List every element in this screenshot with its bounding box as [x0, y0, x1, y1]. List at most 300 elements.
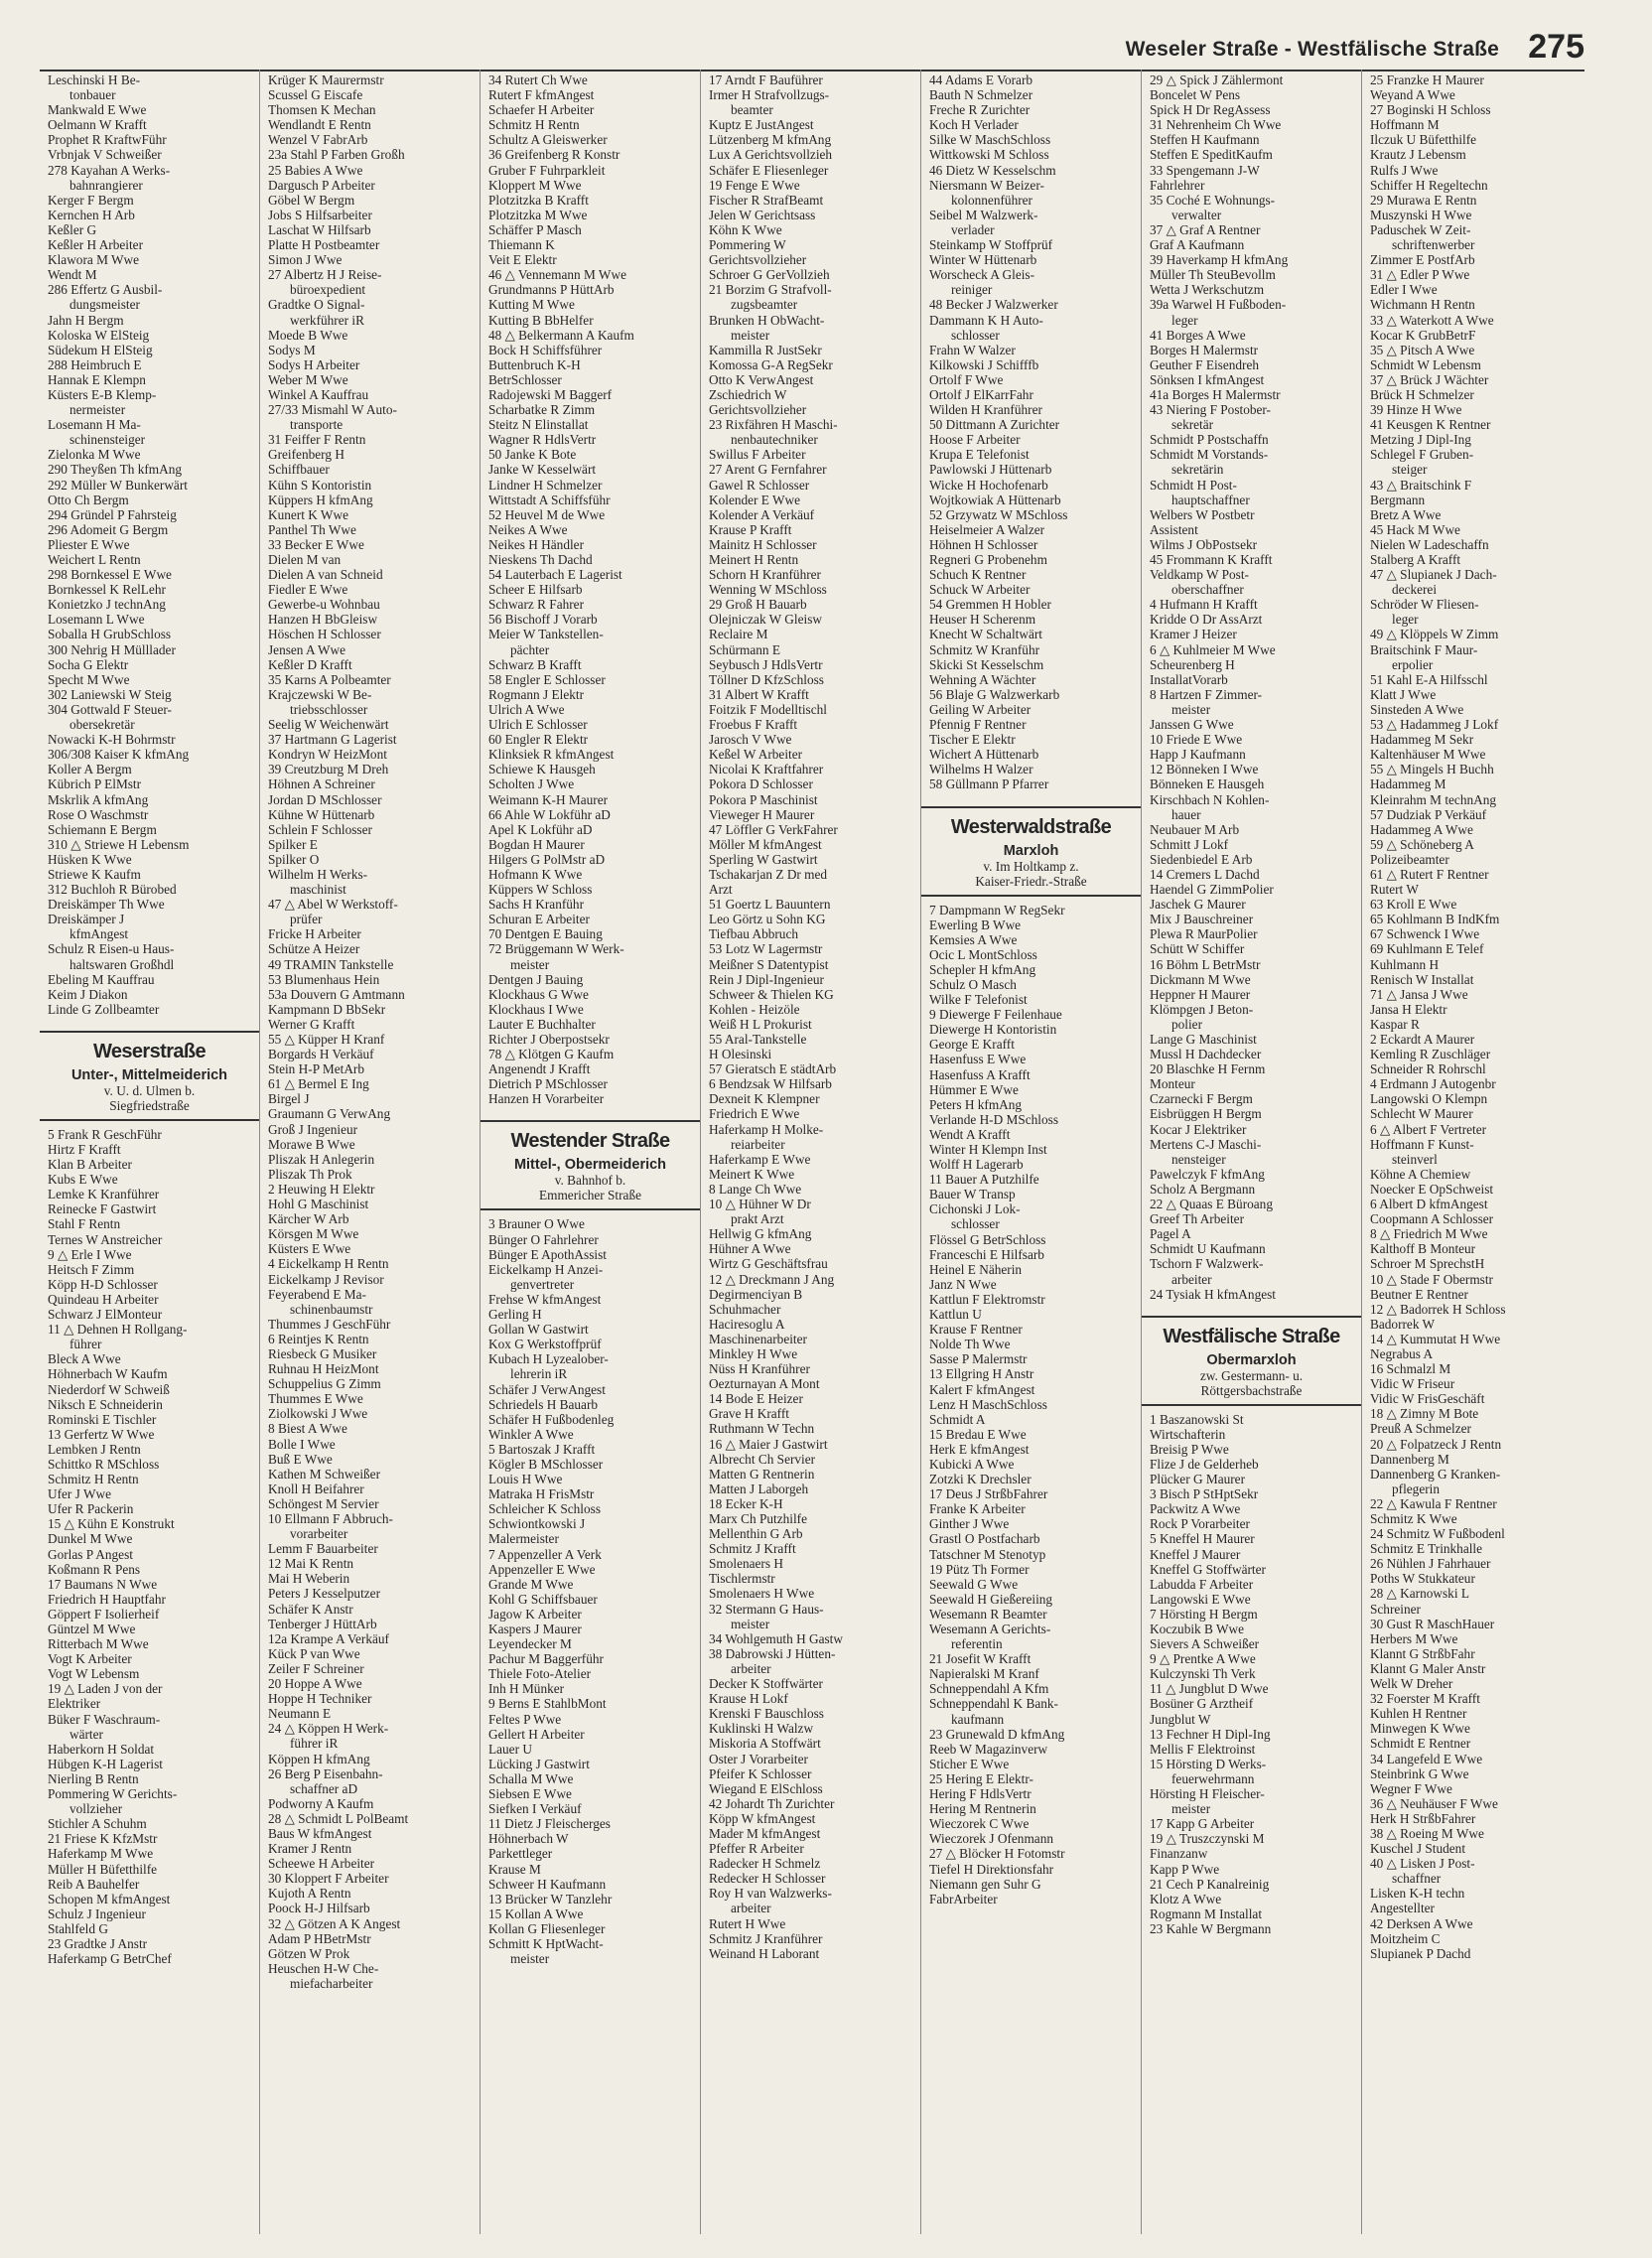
resident-entry: 48 △ Belkermann A Kaufm — [488, 327, 634, 343]
resident-entry: Degirmenciyan B — [709, 1286, 803, 1302]
resident-entry: Kleinrahm M technAng — [1370, 791, 1497, 807]
resident-entry: 57 Gieratsch E städtArb — [709, 1061, 837, 1077]
resident-entry: Reinecke F Gastwirt — [48, 1201, 157, 1217]
resident-entry: Zimmer E PostfArb — [1370, 252, 1475, 268]
resident-entry: Kollan G Fliesenleger — [488, 1920, 606, 1936]
resident-entry: 8 △ Friedrich M Wwe — [1370, 1226, 1488, 1242]
resident-entry: feuerwehrmann — [1171, 1770, 1255, 1786]
resident-entry: Noecker E OpSchweist — [1370, 1181, 1494, 1197]
resident-entry: Pfeifer K Schlosser — [709, 1765, 812, 1781]
resident-entry: Dickmann M Wwe — [1150, 971, 1251, 987]
resident-entry: 65 Kohlmann B IndKfm — [1370, 912, 1500, 927]
resident-entry: Meinert H Rentn — [709, 552, 799, 567]
resident-entry: Schmidt U Kaufmann — [1150, 1241, 1266, 1257]
resident-entry: Jahn H Bergm — [48, 312, 124, 328]
resident-entry: Wittstadt A Schiffsführ — [488, 492, 611, 507]
resident-entry: 24 Tysiak H kfmAngest — [1150, 1286, 1276, 1302]
resident-entry: Ulrich A Wwe — [488, 701, 565, 717]
resident-entry: Stichler A Schuhm — [48, 1816, 147, 1832]
resident-entry: Irmer H Strafvollzugs- — [709, 87, 830, 103]
resident-entry: Schlegel F Gruben- — [1370, 447, 1474, 463]
resident-entry: Oster J Vorarbeiter — [709, 1751, 808, 1766]
resident-entry: Niederdorf W Schweiß — [48, 1381, 170, 1397]
resident-entry: Angestellter — [1370, 1901, 1435, 1916]
resident-entry: 18 Ecker K-H — [709, 1495, 783, 1511]
resident-entry: 312 Buchloh R Bürobed — [48, 882, 177, 898]
resident-entry: 43 Niering F Postober- — [1150, 402, 1271, 418]
resident-entry: Hellwig G kfmAng — [709, 1226, 812, 1242]
resident-entry: 50 Janke K Bote — [488, 447, 577, 463]
resident-entry: 23 Grunewald D kfmAng — [929, 1726, 1065, 1742]
resident-entry: 30 Gust R MaschHauer — [1370, 1616, 1495, 1631]
resident-entry: 29 △ Spick J Zählermont — [1150, 72, 1284, 87]
resident-entry: 37 Hartmann G Lagerist — [268, 732, 397, 748]
resident-entry: Nüss H Kranführer — [709, 1361, 810, 1377]
resident-entry: Inh H Münker — [488, 1681, 565, 1697]
resident-entry: Schlecht W Maurer — [1370, 1106, 1473, 1122]
resident-entry: nermeister — [69, 402, 126, 418]
resident-entry: Tischlermstr — [709, 1571, 775, 1587]
resident-entry: Weiß H L Prokurist — [709, 1016, 812, 1032]
resident-entry: Buß E Wwe — [268, 1451, 333, 1467]
resident-entry: 1 Baszanowski St — [1150, 1411, 1244, 1427]
resident-entry: Wilden H Kranführer — [929, 402, 1042, 418]
resident-entry: Haferkamp E Wwe — [709, 1151, 811, 1167]
resident-entry: Tiefbau Abbruch — [709, 926, 798, 942]
resident-entry: Hübgen K-H Lagerist — [48, 1756, 163, 1771]
street-range: zw. Gestermann- u. — [1199, 1367, 1304, 1383]
resident-entry: Rominski E Tischler — [48, 1411, 157, 1427]
resident-entry: Friedrich H Hauptfahr — [48, 1591, 166, 1607]
street-section-header — [1142, 1316, 1361, 1406]
street-range: v. Im Holtkamp z. — [983, 858, 1079, 874]
resident-entry: George E Krafft — [929, 1037, 1015, 1053]
resident-entry: Neubauer M Arb — [1150, 821, 1240, 837]
resident-entry: Hasenfuss A Krafft — [929, 1066, 1031, 1082]
resident-entry: Ginther J Wwe — [929, 1516, 1010, 1532]
resident-entry: 27 △ Blöcker H Fotomstr — [929, 1846, 1065, 1862]
resident-entry: Krause P Krafft — [709, 521, 792, 537]
resident-entry: Smolenaers H — [709, 1556, 783, 1572]
resident-entry: Braitschink F Maur- — [1370, 641, 1478, 657]
resident-entry: Haferkamp H Molke- — [709, 1121, 824, 1137]
resident-entry: Heiselmeier A Walzer — [929, 521, 1045, 537]
resident-entry: schlosser — [951, 327, 1000, 343]
resident-entry: Verlande H-D MSchloss — [929, 1111, 1058, 1127]
resident-entry: Buttenbruch K-H — [488, 356, 581, 372]
resident-entry: Jagow K Arbeiter — [488, 1606, 582, 1622]
resident-entry: 4 Erdmann J Autogenbr — [1370, 1076, 1496, 1092]
resident-entry: Bosüner G Arztheif — [1150, 1696, 1254, 1712]
resident-entry: 27 Albertz H J Reise- — [268, 267, 382, 283]
resident-entry: 10 △ Hühner W Dr — [709, 1197, 811, 1212]
resident-entry: leger — [1392, 612, 1419, 628]
resident-entry: 8 Hartzen F Zimmer- — [1150, 686, 1263, 702]
resident-entry: Haberkorn H Soldat — [48, 1741, 155, 1757]
resident-entry: Minwegen K Wwe — [1370, 1721, 1470, 1737]
resident-entry: Koczubik B Wwe — [1150, 1622, 1245, 1636]
resident-entry: 16 △ Maier J Gastwirt — [709, 1436, 828, 1452]
resident-entry: Schröder W Fliesen- — [1370, 597, 1479, 613]
resident-entry: Schuck W Arbeiter — [929, 582, 1031, 598]
resident-entry: Louis H Wwe — [488, 1472, 563, 1487]
resident-entry: Schalla M Wwe — [488, 1770, 574, 1786]
resident-entry: Klawora M Wwe — [48, 252, 140, 268]
resident-entry: Jordan D MSchlosser — [268, 791, 382, 807]
resident-entry: Brück H Schmelzer — [1370, 386, 1474, 402]
resident-entry: 12 △ Badorrek H Schloss — [1370, 1301, 1506, 1317]
resident-entry: Schmidt M Vorstands- — [1150, 447, 1269, 463]
resident-entry: Steinbrink G Wwe — [1370, 1765, 1469, 1781]
resident-entry: Riesbeck G Musiker — [268, 1345, 377, 1361]
resident-entry: 11 △ Jungblut D Wwe — [1150, 1681, 1269, 1697]
resident-entry: 53a Douvern G Amtmann — [268, 986, 405, 1002]
resident-entry: Schuran E Arbeiter — [488, 912, 590, 927]
resident-entry: Brunken H ObWacht- — [709, 312, 825, 328]
resident-entry: hauptschaffner — [1171, 492, 1250, 507]
resident-entry: 46 △ Vennemann M Wwe — [488, 267, 626, 283]
resident-entry: Finanzanw — [1150, 1846, 1208, 1862]
resident-entry: 70 Dentgen E Bauing — [488, 926, 603, 942]
resident-entry: Kattlun U — [929, 1307, 982, 1323]
resident-entry: Ocic L MontSchloss — [929, 946, 1037, 962]
resident-entry: Dargusch P Arbeiter — [268, 177, 375, 193]
resident-entry: Konietzko J technAng — [48, 597, 166, 613]
resident-entry: Poths W Stukkateur — [1370, 1571, 1475, 1587]
resident-entry: Neumann E — [268, 1706, 332, 1722]
resident-entry: Nicolai K Kraftfahrer — [709, 762, 824, 777]
resident-entry: Kuhlen H Rentner — [1370, 1706, 1467, 1722]
resident-entry: Siefken I Verkäuf — [488, 1801, 582, 1817]
resident-entry: 3 Brauner O Wwe — [488, 1216, 585, 1232]
resident-entry: Hohl G Maschinist — [268, 1197, 369, 1212]
resident-entry: Losemann H Ma- — [48, 417, 141, 433]
resident-entry: Schleicher K Schloss — [488, 1501, 602, 1517]
resident-entry: Wesemann A Gerichts- — [929, 1622, 1051, 1636]
resident-entry: Welbers W Postbetr — [1150, 506, 1255, 522]
resident-entry: 14 △ Kummutat H Wwe — [1370, 1331, 1501, 1346]
resident-entry: Scheewe H Arbeiter — [268, 1856, 375, 1872]
resident-entry: 20 Blaschke H Fernm — [1150, 1061, 1266, 1077]
resident-entry: Ziolkowski J Wwe — [268, 1406, 368, 1422]
street-section-header — [40, 1031, 259, 1121]
resident-entry: leger — [1171, 312, 1198, 328]
resident-entry: miefacharbeiter — [290, 1975, 373, 1991]
resident-entry: 20 Hoppe A Wwe — [268, 1676, 362, 1692]
resident-entry: Wetta J Werkschutzm — [1150, 282, 1265, 298]
resident-entry: Herk H StrßbFahrer — [1370, 1810, 1476, 1826]
directory-column — [701, 70, 921, 2234]
resident-entry: Kramer J Rentn — [268, 1841, 352, 1857]
resident-entry: Schmidt P Postschaffn — [1150, 432, 1269, 448]
resident-entry: Zeiler F Schreiner — [268, 1660, 364, 1676]
resident-entry: verlader — [951, 221, 995, 237]
resident-entry: Koch H Verlader — [929, 117, 1019, 133]
resident-entry: Schwarz B Krafft — [488, 656, 582, 672]
resident-entry: 25 Babies A Wwe — [268, 162, 363, 178]
resident-entry: schaffner aD — [290, 1780, 358, 1796]
resident-entry: Dreiskämper J — [48, 912, 125, 927]
resident-entry: Kemling R Zuschläger — [1370, 1047, 1491, 1062]
resident-entry: 41 Keusgen K Rentner — [1370, 417, 1491, 433]
resident-entry: Dietrich P MSchlosser — [488, 1076, 608, 1092]
resident-entry: 12 Bönneken I Wwe — [1150, 762, 1259, 777]
resident-entry: obersekretär — [69, 717, 135, 733]
resident-entry: Schiffbauer — [268, 462, 330, 478]
resident-entry: Coopmann A Schlosser — [1370, 1211, 1494, 1227]
resident-entry: Plotzitzka M Wwe — [488, 207, 588, 222]
resident-entry: Nolde Th Wwe — [929, 1337, 1011, 1352]
resident-entry: 61 △ Rutert F Rentner — [1370, 866, 1489, 882]
resident-entry: Scharbatke R Zimm — [488, 402, 596, 418]
resident-entry: Janz N Wwe — [929, 1276, 997, 1292]
resident-entry: Czarnecki F Bergm — [1150, 1091, 1253, 1107]
resident-entry: Renisch W Installat — [1370, 971, 1474, 987]
resident-entry: 42 Johardt Th Zurichter — [709, 1795, 835, 1811]
resident-entry: Krupa E Telefonist — [929, 447, 1030, 463]
resident-entry: Foitzik F Modelltischl — [709, 701, 827, 717]
resident-entry: Nieskens Th Dachd — [488, 552, 593, 567]
resident-entry: Hering F HdlsVertr — [929, 1786, 1032, 1802]
resident-entry: Lauer U — [488, 1741, 532, 1757]
resident-entry: Lange G Maschinist — [1150, 1032, 1257, 1047]
resident-entry: 34 Rutert Ch Wwe — [488, 72, 588, 87]
resident-entry: Paduschek W Zeit- — [1370, 221, 1471, 237]
resident-entry: Dexneit K Klempner — [709, 1091, 820, 1107]
resident-entry: 5 Frank R GeschFühr — [48, 1126, 162, 1142]
resident-entry: schriftenwerber — [1392, 237, 1475, 253]
resident-entry: Gorlas P Angest — [48, 1546, 133, 1562]
resident-entry: Schiffer H Regeltechn — [1370, 177, 1488, 193]
resident-entry: Hilgers G PolMstr aD — [488, 851, 606, 867]
resident-entry: Dannenberg G Kranken- — [1370, 1466, 1501, 1482]
resident-entry: Ruhnau H HeizMont — [268, 1361, 379, 1377]
resident-entry: Tschakarjan Z Dr med — [709, 866, 828, 882]
resident-entry: Krüger K Maurermstr — [268, 72, 384, 87]
resident-entry: Schiewe K Hausgeh — [488, 762, 596, 777]
resident-entry: 302 Laniewski W Steig — [48, 686, 172, 702]
resident-entry: pächter — [510, 641, 550, 657]
resident-entry: Kaspar R — [1370, 1016, 1420, 1032]
resident-entry: Heppner H Maurer — [1150, 986, 1251, 1002]
resident-entry: sekretär — [1171, 417, 1214, 433]
resident-entry: Küsters E Wwe — [268, 1241, 351, 1257]
resident-entry: Plewa R MaurPolier — [1150, 926, 1258, 942]
resident-entry: Reeb W Magazinverw — [929, 1741, 1048, 1757]
resident-entry: Kaltenhäuser M Wwe — [1370, 747, 1486, 763]
resident-entry: Weichert L Rentn — [48, 552, 141, 567]
resident-entry: Schmitz H Rentn — [488, 117, 580, 133]
resident-entry: 6 Bendzsak W Hilfsarb — [709, 1076, 832, 1092]
resident-entry: Striewe K Kaufm — [48, 866, 141, 882]
resident-entry: Stahlfeld G — [48, 1920, 108, 1936]
resident-entry: Muszynski H Wwe — [1370, 207, 1472, 222]
resident-entry: 38 △ Roeing M Wwe — [1370, 1825, 1484, 1841]
resident-entry: Weinand H Laborant — [709, 1945, 820, 1961]
resident-entry: Klan B Arbeiter — [48, 1157, 132, 1173]
resident-entry: Höschen H Schlosser — [268, 627, 381, 642]
resident-entry: Pfennig F Rentner — [929, 717, 1027, 733]
page-header — [40, 26, 1584, 71]
resident-entry: Tatschner M Stenotyp — [929, 1546, 1046, 1562]
resident-entry: Klinksiek R kfmAngest — [488, 747, 615, 763]
directory-column — [921, 70, 1142, 2234]
resident-entry: hauer — [1171, 806, 1201, 822]
resident-entry: 47 △ Abel W Werkstoff- — [268, 897, 398, 913]
resident-entry: 13 Ellgring H Anstr — [929, 1366, 1034, 1382]
resident-entry: 12 Mai K Rentn — [268, 1556, 354, 1572]
resident-entry: Kubach H Lyzealober- — [488, 1351, 609, 1367]
resident-entry: 23 Rixfähren H Maschi- — [709, 417, 838, 433]
resident-entry: 306/308 Kaiser K kfmAng — [48, 747, 190, 763]
resident-entry: Mskrlik A kfmAng — [48, 791, 149, 807]
resident-entry: Arzt — [709, 882, 733, 898]
resident-entry: Bleck A Wwe — [48, 1351, 121, 1367]
resident-entry: 54 Gremmen H Hobler — [929, 597, 1051, 613]
resident-entry: Gerichtsvollzieher — [709, 252, 807, 268]
resident-entry: Güntzel M Wwe — [48, 1622, 136, 1636]
resident-entry: Kuklinski H Walzw — [709, 1721, 814, 1737]
resident-entry: Bünger O Fahrlehrer — [488, 1231, 599, 1247]
resident-entry: Janssen G Wwe — [1150, 717, 1234, 733]
resident-entry: Köhne A Chemiew — [1370, 1166, 1471, 1182]
resident-entry: Grande M Wwe — [488, 1576, 574, 1592]
resident-entry: Jelen W Gerichtsass — [709, 207, 816, 222]
resident-entry: kaufmann — [951, 1711, 1005, 1727]
resident-entry: Schittko R MSchloss — [48, 1456, 160, 1472]
resident-entry: Thomsen K Mechan — [268, 102, 376, 118]
resident-entry: Groß J Ingenieur — [268, 1121, 358, 1137]
resident-entry: 7 Dampmann W RegSekr — [929, 902, 1065, 917]
resident-entry: Negrabus A — [1370, 1345, 1434, 1361]
resident-entry: Linde G Zollbeamter — [48, 1001, 160, 1017]
resident-entry: Jensen A Wwe — [268, 641, 346, 657]
resident-entry: Kutting M Wwe — [488, 297, 575, 313]
resident-entry: 33 Spengemann J-W — [1150, 162, 1260, 178]
resident-entry: verwalter — [1171, 207, 1222, 222]
resident-entry: Moitzheim C — [1370, 1930, 1441, 1946]
resident-entry: 40 △ Lisken J Post- — [1370, 1856, 1475, 1872]
resident-entry: Werner G Krafft — [268, 1016, 355, 1032]
resident-entry: Friedrich E Wwe — [709, 1106, 800, 1122]
resident-entry: Keßler G — [48, 221, 97, 237]
resident-entry: Birgel J — [268, 1091, 310, 1107]
resident-entry: 51 Kahl E-A Hilfsschl — [1370, 671, 1488, 687]
resident-entry: Pokora D Schlosser — [709, 776, 813, 792]
resident-entry: Hoffmann M — [1370, 117, 1440, 133]
resident-entry: 49 TRAMIN Tankstelle — [268, 956, 394, 972]
resident-entry: Kridde O Dr AssArzt — [1150, 612, 1263, 628]
resident-entry: Rulfs J Wwe — [1370, 162, 1439, 178]
resident-entry: Socha G Elektr — [48, 656, 129, 672]
resident-entry: Maschinenarbeiter — [709, 1331, 807, 1346]
resident-entry: 32 △ Götzen A K Angest — [268, 1915, 401, 1931]
resident-entry: Scheer E Hilfsarb — [488, 582, 583, 598]
resident-entry: Wilms J ObPostsekr — [1150, 536, 1258, 552]
resident-entry: 58 Engler E Schlosser — [488, 671, 606, 687]
resident-entry: Zschiedrich W — [709, 386, 787, 402]
resident-entry: Sodys M — [268, 342, 316, 357]
resident-entry: Höhnen H Schlosser — [929, 536, 1038, 552]
resident-entry: Nierling B Rentn — [48, 1770, 139, 1786]
resident-entry: Tischer E Elektr — [929, 732, 1016, 748]
resident-entry: Bünger E ApothAssist — [488, 1246, 607, 1262]
resident-entry: Jarosch V Wwe — [709, 732, 792, 748]
resident-entry: 6 Albert D kfmAngest — [1370, 1197, 1488, 1212]
resident-entry: Specht M Wwe — [48, 671, 130, 687]
resident-entry: Kutting B BbHelfer — [488, 312, 594, 328]
resident-entry: Schreiner — [1370, 1601, 1421, 1617]
resident-entry: Schwiontkowski J — [488, 1516, 586, 1532]
resident-entry: Köhn K Wwe — [709, 221, 782, 237]
resident-entry: Wichmann H Rentn — [1370, 297, 1475, 313]
resident-entry: 45 Hack M Wwe — [1370, 521, 1460, 537]
resident-entry: Schlein F Schlosser — [268, 821, 372, 837]
resident-entry: Scholten J Wwe — [488, 776, 575, 792]
resident-entry: Krause M — [488, 1861, 541, 1877]
resident-entry: Kernchen H Arb — [48, 207, 135, 222]
resident-entry: Worscheck A Gleis- — [929, 267, 1035, 283]
resident-entry: Göppert F Isolierheif — [48, 1606, 160, 1622]
resident-entry: 29 Murawa E Rentn — [1370, 192, 1477, 208]
resident-entry: Steitz N Elinstallat — [488, 417, 589, 433]
resident-entry: 12 △ Dreckmann J Ang — [709, 1271, 835, 1287]
district-name: Marxloh — [1003, 842, 1059, 859]
resident-entry: Vrbnjak V Schweißer — [48, 147, 162, 163]
resident-entry: 42 Derksen A Wwe — [1370, 1915, 1473, 1931]
resident-entry: Schmitz K Wwe — [1370, 1511, 1457, 1526]
resident-entry: H Olesinski — [709, 1047, 772, 1062]
resident-entry: Napieralski M Kranf — [929, 1666, 1039, 1682]
resident-entry: Wieczorek J Ofenmann — [929, 1831, 1053, 1847]
resident-entry: 41 Borges A Wwe — [1150, 327, 1246, 343]
resident-entry: Ruthmann W Techn — [709, 1421, 815, 1437]
resident-entry: 53 Lotz W Lagermstr — [709, 941, 823, 957]
resident-entry: Platte H Postbeamter — [268, 237, 380, 253]
resident-entry: Pachur M Baggerführ — [488, 1651, 604, 1667]
resident-entry: Seewald G Wwe — [929, 1576, 1019, 1592]
resident-entry: Lux A Gerichtsvollzieh — [709, 147, 833, 163]
resident-entry: Edler I Wwe — [1370, 282, 1438, 298]
resident-entry: Thummes J GeschFühr — [268, 1316, 391, 1332]
resident-entry: Appenzeller E Wwe — [488, 1561, 596, 1577]
resident-entry: arbeiter — [731, 1901, 771, 1916]
resident-entry: Kuschel J Student — [1370, 1841, 1466, 1857]
resident-entry: 23 Kahle W Bergmann — [1150, 1920, 1272, 1936]
resident-entry: 290 Theyßen Th kfmAng — [48, 462, 183, 478]
resident-entry: Ilczuk U Büfetthilfe — [1370, 132, 1477, 148]
resident-entry: prakt Arzt — [731, 1211, 784, 1227]
resident-entry: Oezturnayan A Mont — [709, 1376, 820, 1392]
resident-entry: FabrArbeiter — [929, 1891, 998, 1906]
resident-entry: Peters H kfmAng — [929, 1096, 1023, 1112]
resident-entry: Kalert F kfmAngest — [929, 1381, 1035, 1397]
resident-entry: Krautz J Lebensm — [1370, 147, 1466, 163]
resident-entry: Zielonka M Wwe — [48, 447, 141, 463]
resident-entry: Gruber F Fuhrparkleit — [488, 162, 606, 178]
resident-entry: Krenski F Bauschloss — [709, 1706, 824, 1722]
resident-entry: Küppers W Schloss — [488, 882, 593, 898]
resident-entry: Weimann K-H Maurer — [488, 791, 609, 807]
resident-entry: Hasenfuss E Wwe — [929, 1052, 1027, 1067]
resident-entry: Jobs S Hilfsarbeiter — [268, 207, 372, 222]
resident-entry: Ufer J Wwe — [48, 1486, 111, 1502]
resident-entry: Neikes A Wwe — [488, 521, 568, 537]
resident-entry: Mussl H Dachdecker — [1150, 1047, 1262, 1062]
resident-entry: Kühn S Kontoristin — [268, 477, 372, 493]
resident-entry: Mellis F Elektroinst — [1150, 1741, 1256, 1757]
resident-entry: Schopen M kfmAngest — [48, 1891, 171, 1906]
